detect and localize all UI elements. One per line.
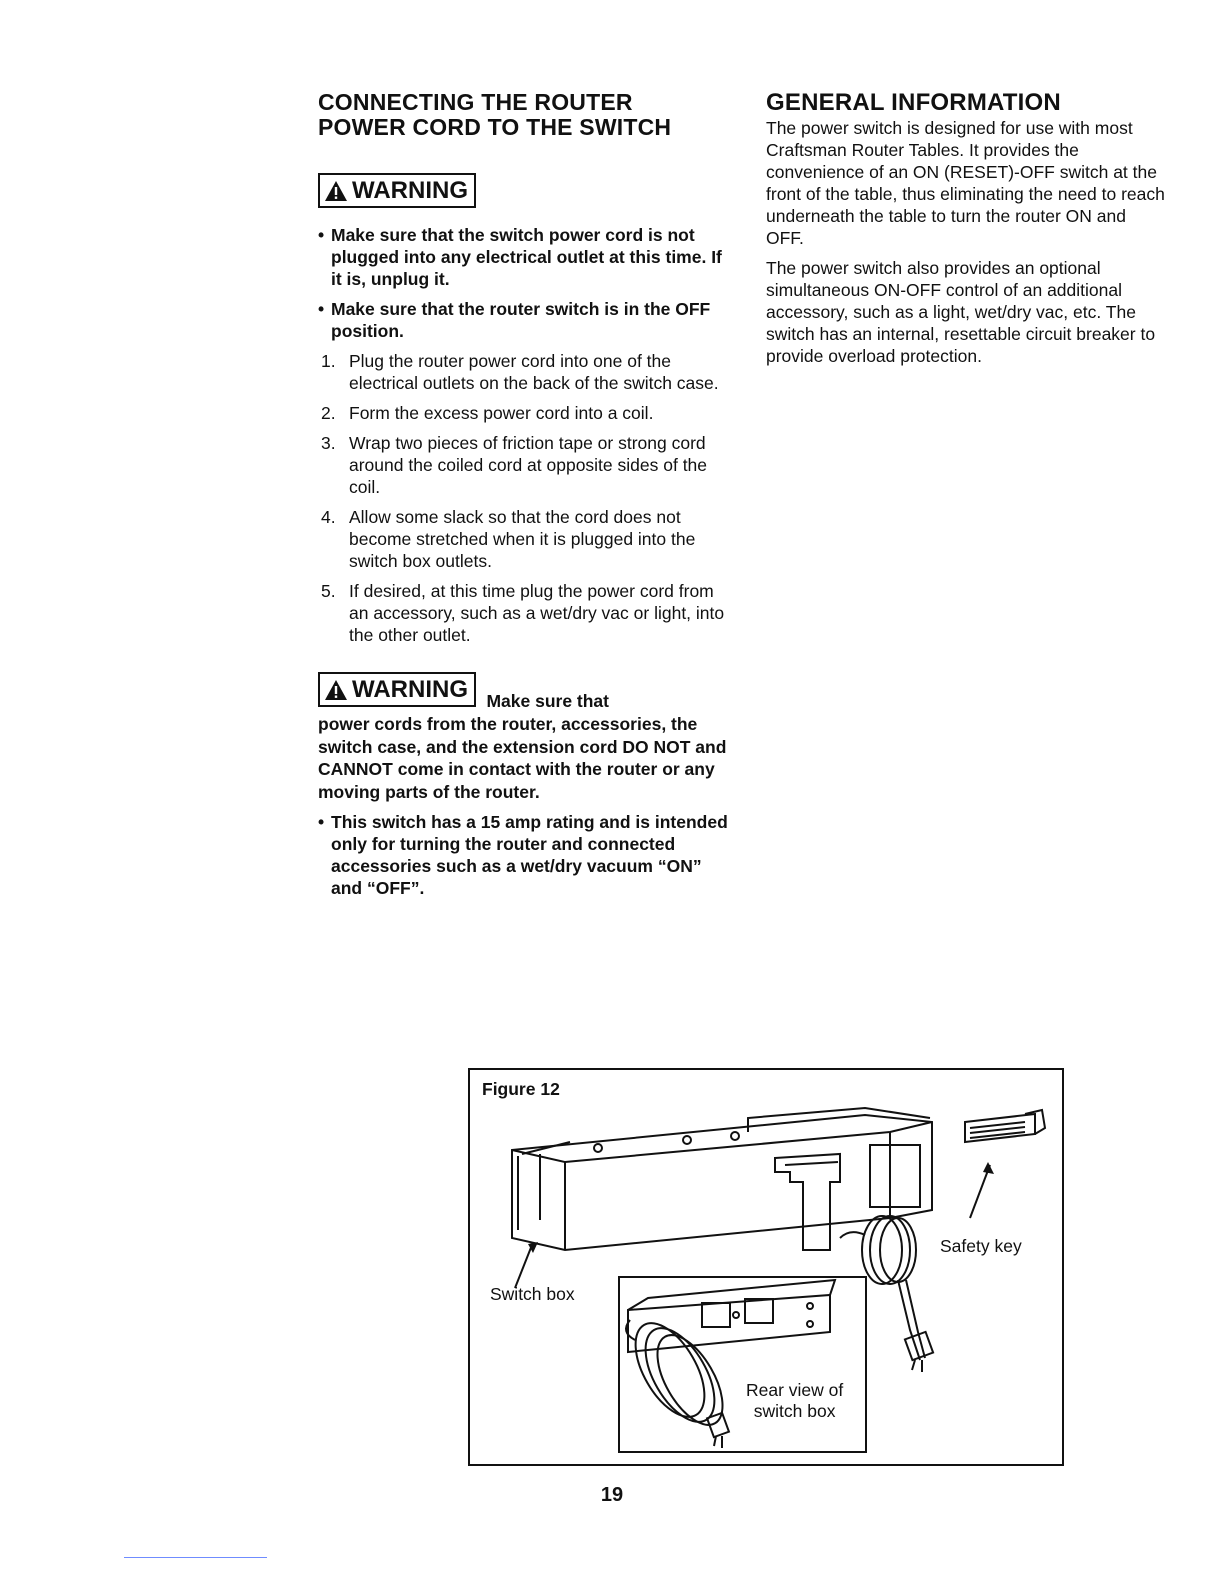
heading-line-2: POWER CORD TO THE SWITCH [318,114,672,140]
bullet-dot-icon: • [318,225,325,245]
section-heading-general: GENERAL INFORMATION [766,89,1061,116]
step-item [318,350,728,394]
heading-line-1: CONNECTING THE ROUTER [318,89,633,115]
label-rear-view-line2: switch box [753,1401,836,1421]
warning-bullet-text: Make sure that the router switch is in the OFF position. [331,299,711,341]
warning-triangle-icon [324,679,348,701]
footer-divider [124,1557,267,1558]
bullet-dot-icon: • [318,812,325,832]
general-paragraph-1: The power switch is designed for use with most Craftsman Router Tables. It provides the convenience of an ON (RESET)-OFF switch at the front of the table, thus eliminating the need to reach underneath the table to turn the router ON and OFF. [766,118,1165,248]
label-rear-view-line1: Rear view of [746,1380,844,1400]
steps-list [318,350,728,646]
warning-2-bullet [318,811,728,899]
label-rear-view [746,1380,843,1422]
bullet-dot-icon: • [318,299,325,319]
step-text: Form the excess power cord into a coil. [349,403,654,423]
figure-12 [468,1068,1064,1466]
warning-label: WARNING [352,177,468,204]
step-text: If desired, at this time plug the power cord from an accessory, such as a wet/dry vac or light, into the other outlet. [349,581,725,645]
step-number: 1. [321,351,336,371]
warning-2-lead: Make sure that [486,691,609,711]
general-paragraph-2: The power switch also provides an optional simultaneous ON-OFF control of an additional accessory, such as a light, wet/dry vac, etc. The switch has an internal, resettable circuit breaker to provide overload protection. [766,258,1156,366]
step-text: Plug the router power cord into one of the electrical outlets on the back of the switch case. [349,351,719,393]
warning-label-2: WARNING [352,676,468,703]
right-column [766,90,1166,375]
warning-badge [318,173,476,208]
warning-2-text: power cords from the router, accessories, the switch case, and the extension cord DO NOT and CANNOT come in contact with the router or any moving parts of the router. [318,714,727,802]
step-number: 3. [321,433,336,453]
warning-2-block [318,672,728,899]
step-text: Wrap two pieces of friction tape or strong cord around the coiled cord at opposite sides of the coil. [349,433,708,497]
step-text: Allow some slack so that the cord does not become stretched when it is plugged into the switch box outlets. [349,507,696,571]
step-number: 5. [321,581,336,601]
left-column [318,90,728,907]
step-number: 2. [321,403,336,423]
warning-bullet [318,298,728,342]
label-switch-box: Switch box [490,1284,575,1304]
step-number: 4. [321,507,336,527]
step-item [318,402,728,424]
figure-title: Figure 12 [482,1079,560,1099]
warning-triangle-icon [324,180,348,202]
warning-bullet [318,224,728,290]
step-item [318,580,728,646]
step-item [318,432,728,498]
section-heading-connecting [318,90,728,140]
warning-2-bullet-text: This switch has a 15 amp rating and is intended only for turning the router and connected accessories such as a wet/dry vacuum “ON” and “OFF”. [331,812,728,898]
label-safety-key: Safety key [940,1236,1022,1256]
warning-bullet-text: Make sure that the switch power cord is not plugged into any electrical outlet at this time. If it is, unplug it. [331,225,722,289]
step-item [318,506,728,572]
warning-badge-2 [318,672,476,707]
page-number: 19 [600,1484,624,1506]
